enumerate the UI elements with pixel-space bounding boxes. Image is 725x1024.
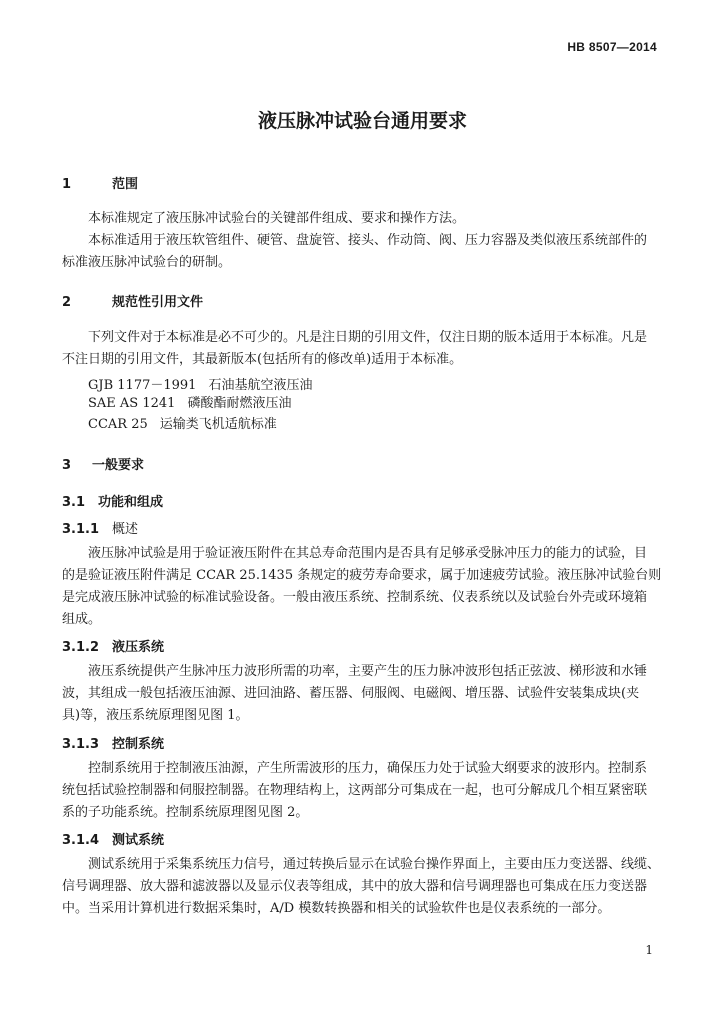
paragraph-line: 不注日期的引用文件，其最新版本(包括所有的修改单)适用于本标准。 [62, 352, 463, 367]
section-number: 3.1 [62, 495, 86, 510]
standard-number: HB 8507—2014 [567, 40, 657, 54]
reference-code: GJB 1177－1991 [88, 378, 197, 393]
paragraph-line: 系的子功能系统。控制系统原理图见图 2。 [62, 805, 309, 820]
paragraph-line: 波，其组成一般包括液压油源、进回油路、蓄压器、伺服阀、电磁阀、增压器、试验件安装集成块(夹 [62, 686, 640, 701]
section-title: 液压系统 [112, 640, 165, 655]
paragraph-line: 控制系统用于控制液压油源，产生所需波形的压力，确保压力处于试验大纲要求的波形内。控制系 [88, 761, 648, 776]
section-1-body [62, 208, 647, 274]
paragraph-line: 下列文件对于本标准是必不可少的。凡是注日期的引用文件，仅注日期的版本适用于本标准。凡是 [88, 330, 648, 345]
section-title: 概述 [112, 522, 139, 537]
section-3-heading [62, 454, 144, 473]
document-title: 液压脉冲试验台通用要求 [257, 110, 467, 132]
paragraph-line: 液压系统提供产生脉冲压力波形所需的功率，主要产生的压力脉冲波形包括正弦波、梯形波和水锤 [88, 664, 648, 679]
paragraph-line: 测试系统用于采集系统压力信号，通过转换后显示在试验台操作界面上，主要由压力变送器、线缆、 [88, 857, 661, 872]
reference-name: 磷酸酯耐燃液压油 [187, 396, 292, 411]
paragraph-line: 液压脉冲试验是用于验证液压附件在其总寿命范围内是否具有足够承受脉冲压力的能力的试验，目 [88, 546, 648, 561]
paragraph-line: 信号调理器、放大器和滤波器以及显示仪表等组成，其中的放大器和信号调理器也可集成在压力变送器 [62, 879, 648, 894]
subsection-3-1-2-heading [62, 636, 164, 655]
paragraph-line: 标准液压脉冲试验台的研制。 [62, 255, 232, 270]
section-2-body [62, 327, 647, 371]
reference-item [88, 392, 291, 411]
subsection-3-1-3-body [62, 758, 647, 824]
section-title: 规范性引用文件 [112, 295, 204, 310]
reference-code: SAE AS 1241 [88, 396, 176, 411]
section-number: 3.1.4 [62, 833, 100, 848]
section-title: 一般要求 [92, 458, 145, 473]
subsection-3-1-3-heading [62, 733, 164, 752]
section-1-heading [62, 173, 138, 192]
reference-name: 运输类飞机适航标准 [159, 417, 277, 432]
paragraph-line: 的是验证液压附件满足 CCAR 25.1435 条规定的疲劳寿命要求，属于加速疲劳试验。液压脉冲试验台则 [62, 568, 662, 583]
section-number: 3.1.1 [62, 522, 100, 537]
section-number: 3.1.3 [62, 737, 100, 752]
paragraph-line: 中。当采用计算机进行数据采集时，A/D 模数转换器和相关的试验软件也是仪表系统的一部分。 [62, 901, 611, 916]
section-title: 控制系统 [112, 737, 165, 752]
page-number: 1 [645, 943, 653, 957]
paragraph-line: 本标准适用于液压软管组件、硬管、盘旋管、接头、作动筒、阀、压力容器及类似液压系统部件的 [88, 233, 648, 248]
paragraph-line: 具)等，液压系统原理图见图 1。 [62, 708, 249, 723]
section-2-heading [62, 291, 203, 310]
section-number: 1 [62, 177, 72, 192]
subsection-3-1-4-body [62, 854, 660, 920]
paragraph-line: 统包括试验控制器和伺服控制器。在物理结构上，这两部分可集成在一起，也可分解成几个相互紧密联 [62, 783, 648, 798]
subsection-3-1-1-heading [62, 518, 138, 537]
section-number: 2 [62, 295, 72, 310]
paragraph-line: 本标准规定了液压脉冲试验台的关键部件组成、要求和操作方法。 [88, 211, 466, 226]
paragraph-line: 是完成液压脉冲试验的标准试验设备。一般由液压系统、控制系统、仪表系统以及试验台外壳或环境箱 [62, 590, 648, 605]
subsection-3-1-4-heading [62, 829, 164, 848]
section-title: 范围 [112, 177, 139, 192]
reference-item [88, 413, 277, 432]
reference-name: 石油基航空液压油 [208, 378, 313, 393]
paragraph-line: 组成。 [62, 612, 102, 627]
subsection-3-1-2-body [62, 661, 647, 727]
subsection-3-1-heading [62, 491, 163, 510]
section-title: 测试系统 [112, 833, 165, 848]
section-title: 功能和组成 [98, 495, 164, 510]
section-number: 3.1.2 [62, 640, 100, 655]
reference-code: CCAR 25 [88, 417, 148, 432]
section-number: 3 [62, 458, 72, 473]
subsection-3-1-1-body [62, 543, 661, 631]
reference-item [88, 374, 312, 393]
